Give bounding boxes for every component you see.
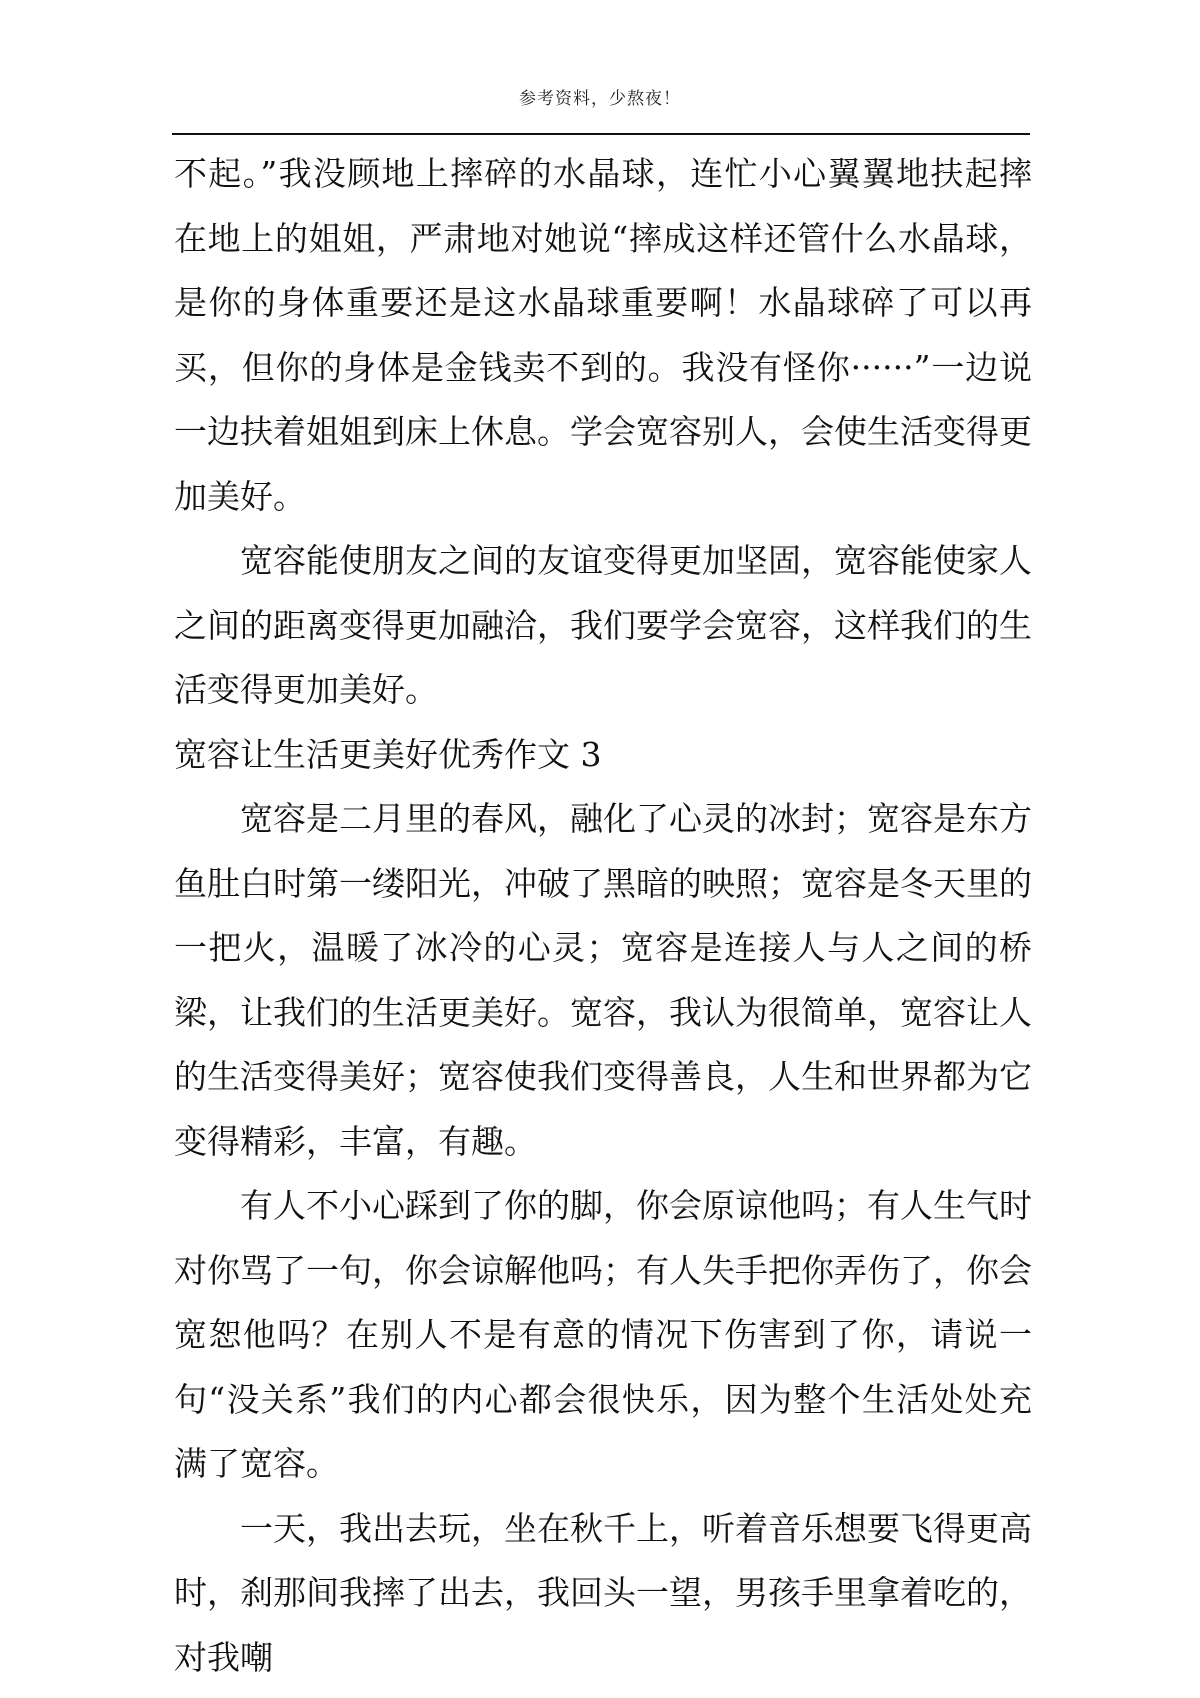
document-body (174, 142, 1032, 1690)
paragraph: 一天，我出去玩，坐在秋千上，听着音乐想要飞得更高时，刹那间我摔了出去，我回头一望，男孩手里拿着吃的，对我嘲 (174, 1508, 1032, 1677)
paragraph: 宽容是二月里的春风，融化了心灵的冰封；宽容是东方鱼肚白时第一缕阳光，冲破了黑暗的映照；宽容是冬天里的一把火，温暖了冰冷的心灵；宽容是连接人与人之间的桥梁，让我们的生活更美好。宽容，我认为很简单，宽容让人的生活变得美好；宽容使我们变得善良，人生和世界都为它变得精彩，丰富，有趣。 (174, 799, 1032, 1161)
paragraph: 宽容能使朋友之间的友谊变得更加坚固，宽容能使家人之间的距离变得更加融洽，我们要学会宽容，这样我们的生活变得更加美好。 (174, 541, 1032, 709)
page-header: 参考资料，少熬夜！ (519, 89, 681, 109)
section-heading: 宽容让生活更美好优秀作文 3 (174, 734, 602, 774)
paragraph-continuation: 不起。”我没顾地上摔碎的水晶球，连忙小心翼翼地扶起摔在地上的姐姐，严肃地对她说“摔成这样还管什么水晶球，是你的身体重要还是这水晶球重要啊！水晶球碎了可以再买，但你的身体是金钱卖不到的。我没有怪你······”一边说一边扶着姐姐到床上休息。学会宽容别人，会使生活变得更加美好。 (174, 154, 1032, 516)
header-divider (172, 133, 1030, 135)
paragraph: 有人不小心踩到了你的脚，你会原谅他吗；有人生气时对你骂了一句，你会谅解他吗；有人失手把你弄伤了，你会宽恕他吗？在别人不是有意的情况下伤害到了你，请说一句“没关系”我们的内心都会很快乐，因为整个生活处处充满了宽容。 (174, 1186, 1032, 1483)
